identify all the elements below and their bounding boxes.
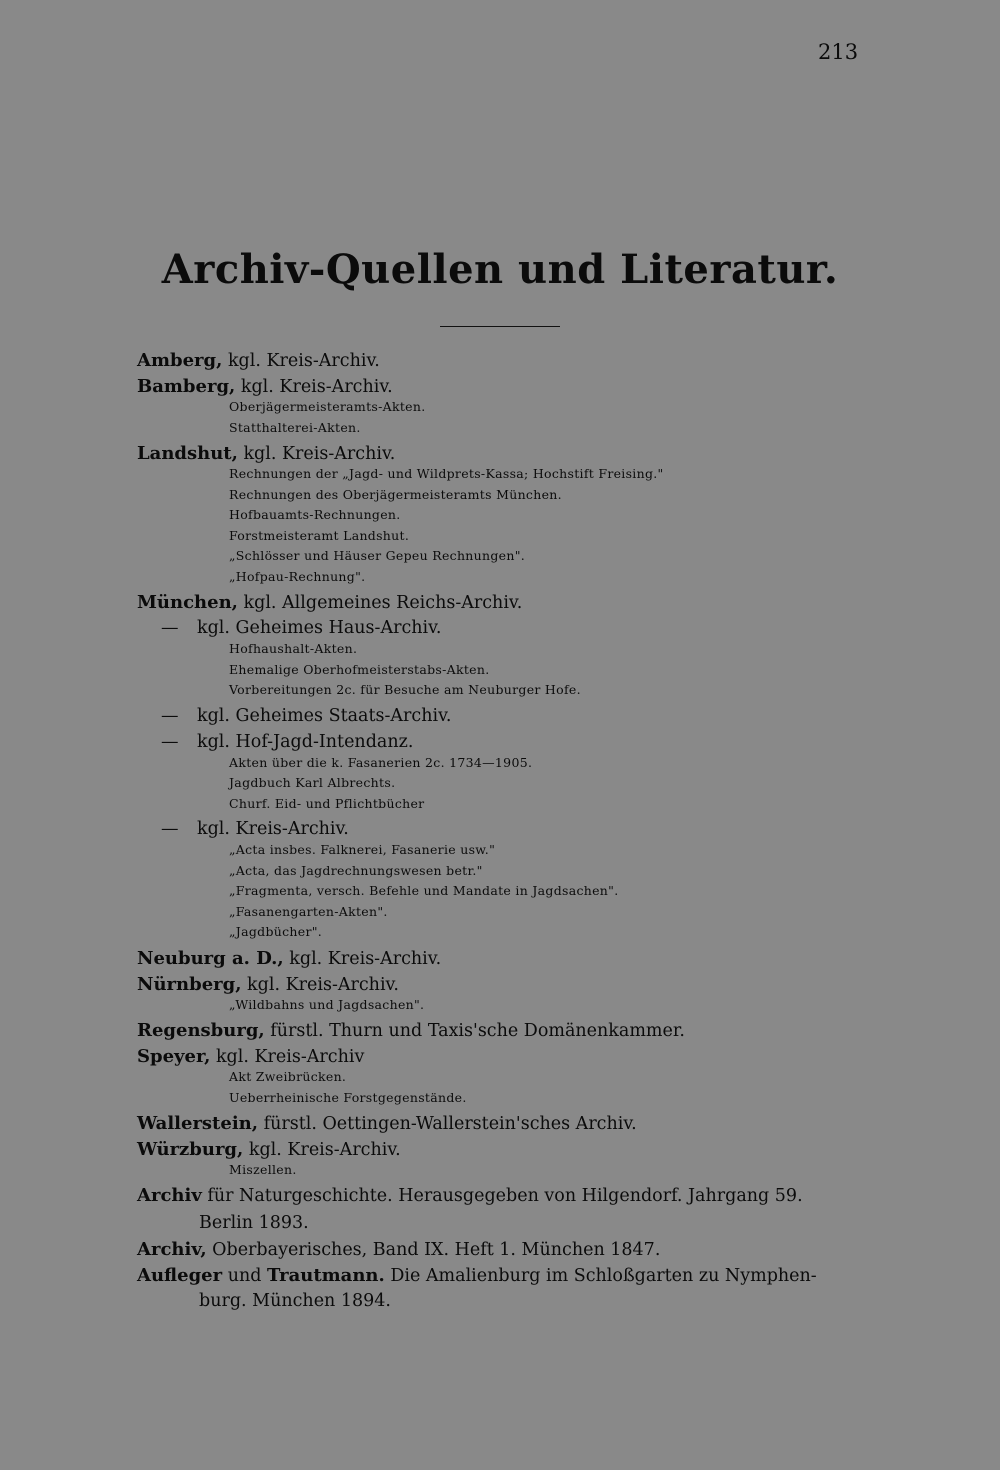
- archive-record: „Wildbahns und Jagdsachen".: [229, 996, 425, 1012]
- archive-description: kgl. Kreis-Archiv: [210, 1047, 365, 1067]
- archive-description: kgl. Allgemeines Reichs-Archiv.: [237, 593, 523, 613]
- literature-continuation: burg. München 1894.: [199, 1291, 391, 1311]
- archive-entry: [137, 592, 522, 613]
- archive-description: kgl. Kreis-Archiv.: [237, 444, 396, 464]
- title-divider: [440, 326, 560, 327]
- ditto-dash: —: [161, 705, 179, 726]
- archive-entry: [137, 948, 441, 969]
- archive-entry: [137, 1046, 364, 1067]
- archive-location: Amberg,: [137, 350, 223, 371]
- archive-entry: [137, 1139, 401, 1160]
- literature-desc: für Naturgeschichte. Herausgegeben von Hilgendorf. Jahrgang 59.: [201, 1186, 803, 1206]
- archive-entry-continued: [137, 706, 451, 726]
- archive-record: „Acta insbes. Falknerei, Fasanerie usw.": [229, 842, 496, 857]
- archive-description: kgl. Hof-Jagd-Intendanz.: [197, 731, 414, 752]
- literature-desc: Die Amalienburg im Schloßgarten zu Nymphen-: [384, 1266, 817, 1286]
- page-number: 213: [818, 40, 859, 64]
- archive-record: Ehemalige Oberhofmeisterstabs-Akten.: [229, 661, 490, 677]
- archive-description: kgl. Geheimes Staats-Archiv.: [197, 705, 452, 726]
- archive-record: Miszellen.: [229, 1162, 297, 1177]
- archive-location: Regensburg,: [137, 1020, 265, 1041]
- archive-record: „Fragmenta, versch. Befehle und Mandate in Jagdsachen".: [229, 883, 619, 898]
- ditto-dash: —: [161, 618, 179, 638]
- literature-author-2: Trautmann.: [267, 1265, 385, 1286]
- archive-record: Akten über die k. Fasanerien 2c. 1734—1905.: [229, 754, 533, 770]
- archive-record: Hofhaushalt-Akten.: [229, 641, 358, 656]
- literature-conjunction: und: [222, 1266, 267, 1286]
- literature-desc: Oberbayerisches, Band IX. Heft 1. München 1847.: [206, 1240, 661, 1260]
- literature-author: Aufleger: [137, 1265, 223, 1286]
- archive-location: Würzburg,: [137, 1139, 244, 1160]
- archive-record: Hofbauamts-Rechnungen.: [229, 507, 401, 522]
- ditto-dash: —: [161, 731, 179, 752]
- page-title: Archiv-Quellen und Literatur.: [161, 246, 839, 293]
- archive-description: kgl. Kreis-Archiv.: [241, 974, 399, 995]
- literature-author: Archiv,: [137, 1239, 207, 1260]
- archive-record: „Hofpau-Rechnung".: [229, 568, 366, 584]
- archive-location: Bamberg,: [137, 376, 236, 397]
- archive-record: Vorbereitungen 2c. für Besuche am Neuburger Hofe.: [229, 682, 581, 697]
- archive-entry: [137, 443, 395, 464]
- archive-description: fürstl. Thurn und Taxis'sche Domänenkammer.: [264, 1021, 685, 1041]
- archive-record: Rechnungen der „Jagd- und Wildprets-Kassa; Hochstift Freising.": [229, 466, 664, 481]
- archive-description: kgl. Kreis-Archiv.: [283, 948, 442, 969]
- archive-record: „Acta, das Jagdrechnungswesen betr.": [229, 862, 483, 878]
- literature-continuation: Berlin 1893.: [199, 1213, 309, 1233]
- archive-record: Forstmeisteramt Landshut.: [229, 527, 410, 543]
- archive-record: Statthalterei-Akten.: [229, 419, 361, 435]
- archive-entry: [137, 974, 399, 995]
- archive-description: kgl. Kreis-Archiv.: [243, 1140, 401, 1160]
- archive-entry-continued: [137, 618, 442, 638]
- archive-record: Jagdbuch Karl Albrechts.: [229, 775, 396, 790]
- literature-entry: [137, 1265, 817, 1286]
- archive-record: Oberjägermeisteramts-Akten.: [229, 399, 426, 414]
- ditto-dash: —: [161, 819, 179, 839]
- literature-entry: [137, 1185, 803, 1206]
- archive-location: Neuburg a. D.,: [137, 947, 284, 969]
- archive-location: Nürnberg,: [137, 973, 242, 995]
- archive-entry: [137, 376, 393, 397]
- archive-entry-continued: [137, 732, 413, 752]
- archive-record: Akt Zweibrücken.: [229, 1069, 347, 1084]
- archive-record: Ueberrheinische Forstgegenstände.: [229, 1089, 467, 1105]
- literature-author: Archiv: [137, 1185, 202, 1206]
- archive-description: kgl. Kreis-Archiv.: [235, 377, 393, 397]
- archive-record: „Fasanengarten-Akten".: [229, 903, 388, 919]
- archive-location: Wallerstein,: [137, 1113, 259, 1134]
- archive-description: kgl. Kreis-Archiv.: [222, 351, 380, 371]
- archive-record: Rechnungen des Oberjägermeisteramts München.: [229, 486, 562, 502]
- archive-record: „Jagdbücher".: [229, 924, 323, 939]
- archive-record: „Schlösser und Häuser Gepeu Rechnungen".: [229, 548, 526, 563]
- archive-description: fürstl. Oettingen-Wallerstein'sches Archiv.: [258, 1114, 637, 1134]
- archive-entry: [137, 350, 380, 371]
- archive-description: kgl. Kreis-Archiv.: [197, 819, 349, 839]
- archive-record: Churf. Eid- und Pflichtbücher: [229, 795, 425, 811]
- literature-entry: [137, 1239, 660, 1260]
- archive-entry: [137, 1020, 685, 1041]
- archive-location: Speyer,: [137, 1046, 211, 1067]
- archive-entry: [137, 1113, 637, 1134]
- archive-location: München,: [137, 592, 238, 613]
- archive-location: Landshut,: [137, 443, 238, 464]
- archive-description: kgl. Geheimes Haus-Archiv.: [197, 618, 442, 638]
- archive-entry-continued: [137, 819, 349, 839]
